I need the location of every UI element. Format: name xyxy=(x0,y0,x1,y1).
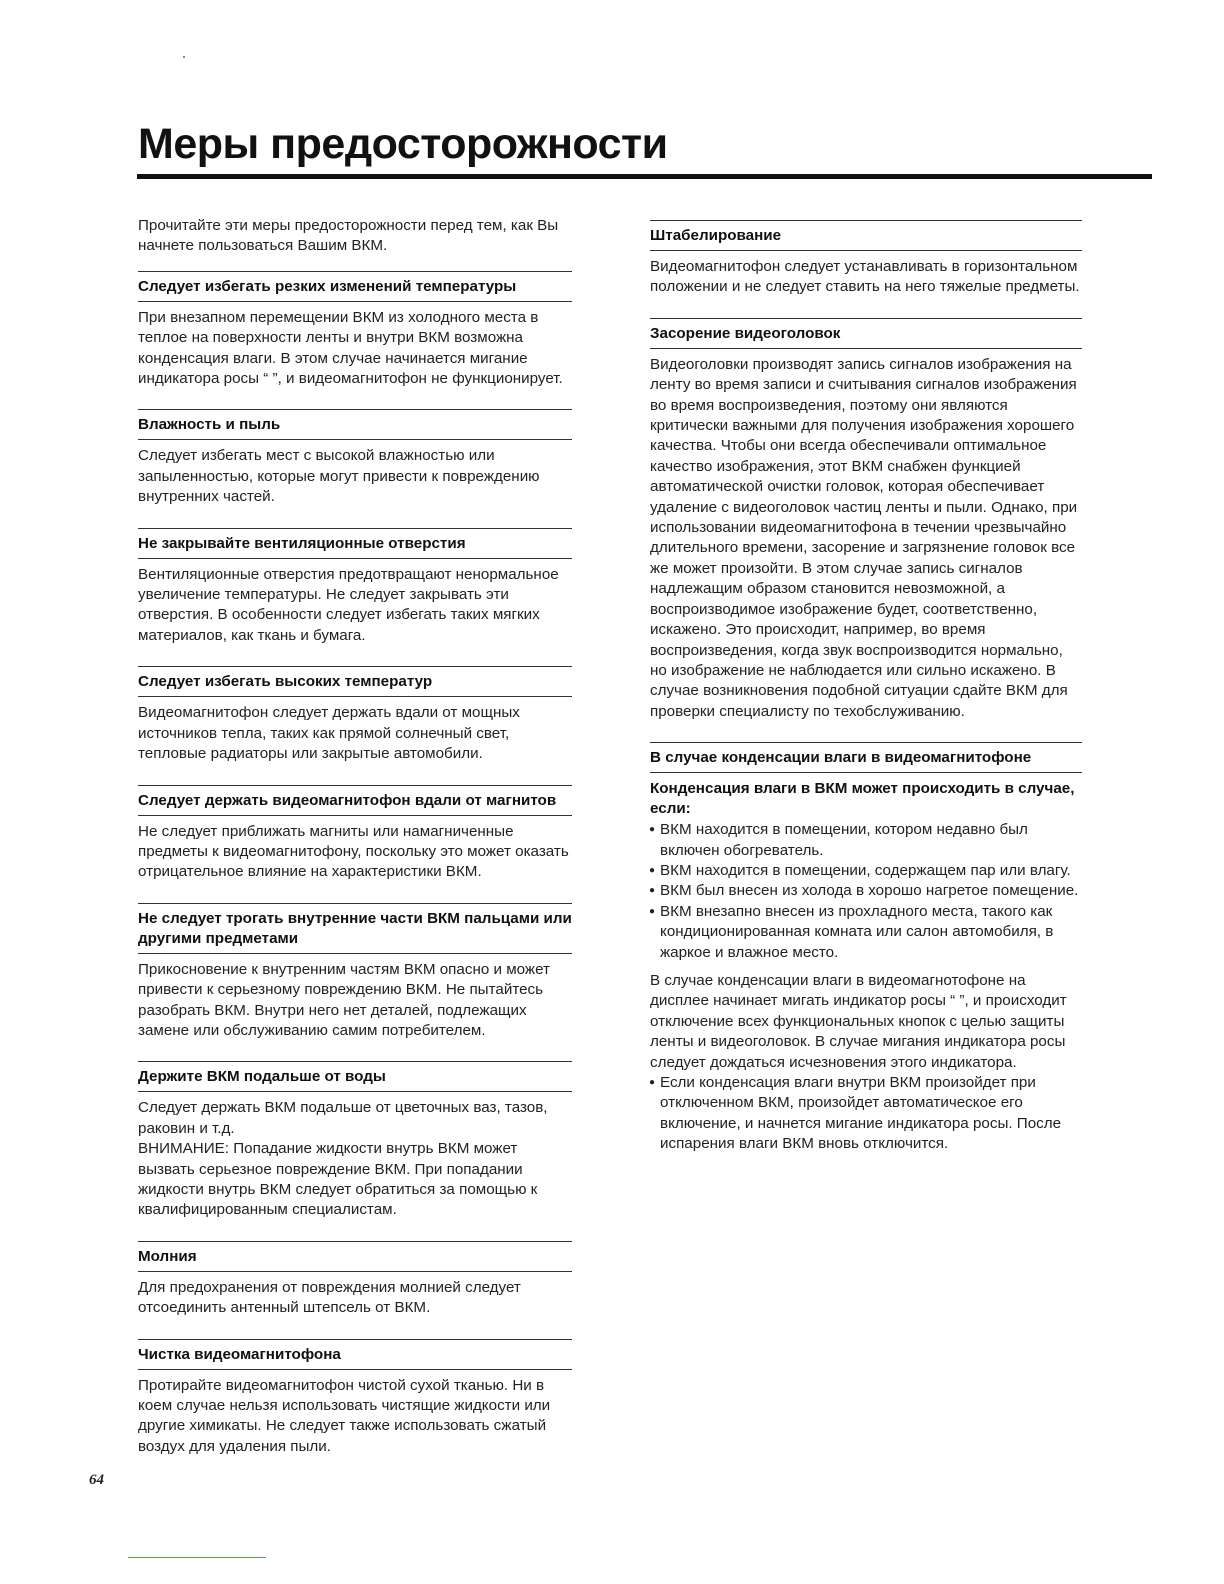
section-body: Следует избегать мест с высокой влажностью или запыленностью, которые могут привести к повреждению внутренних частей. xyxy=(138,447,540,506)
section-body: Протирайте видеомагнитофон чистой сухой тканью. Ни в коем случае нельзя использовать чистящие жидкости или другие химикаты. Не следует также использовать сжатый воздух для удаления пыли. xyxy=(138,1376,551,1455)
section-water xyxy=(138,1061,572,1220)
right-column xyxy=(650,220,1082,1175)
section-heading: Влажность и пыль xyxy=(138,409,572,440)
section-body: Вентиляционные отверстия предотвращают ненормальное увеличение температуры. Не следует закрывать эти отверстия. В особенности следует избегать таких мягких материалов, как ткань и бумага. xyxy=(138,565,559,644)
list-item: ● ВКМ находится в помещении, содержащем пар или влагу. xyxy=(650,861,1082,881)
section-body: Прикосновение к внутренним частям ВКМ опасно и может привести к серьезному повреждению ВКМ. Не пытайтесь разобрать ВКМ. Внутри него нет деталей, подлежащих замене или обслуживанию самим потребителем. xyxy=(138,960,550,1039)
section-body: При внезапном перемещении ВКМ из холодного места в теплое на поверхности ленты и внутри ВКМ возможна конденсация влаги. В этом случае начинается мигание индикатора росы “ ”, и видеомагнитофон не функционирует. xyxy=(138,308,563,388)
section-heading: Следует избегать высоких температур xyxy=(138,666,572,697)
section-lightning xyxy=(138,1241,572,1319)
page-title: Меры предосторожности xyxy=(138,120,668,168)
section-body: Для предохранения от повреждения молнией следует отсоединить антенный штепсель от ВКМ. xyxy=(138,1278,521,1317)
section-heading: Засорение видеоголовок xyxy=(650,318,1082,349)
section-body: Не следует приближать магниты или намагниченные предметы к видеомагнитофону, поскольку это может оказать отрицательное влияние на характеристики ВКМ. xyxy=(138,822,569,881)
section-heading: Чистка видеомагнитофона xyxy=(138,1339,572,1370)
section-heading: Не закрывайте вентиляционные отверстия xyxy=(138,528,572,559)
section-heading: Не следует трогать внутренние части ВКМ пальцами или другими предметами xyxy=(138,903,572,954)
section-heading: Следует держать видеомагнитофон вдали от магнитов xyxy=(138,785,572,816)
left-column xyxy=(138,216,572,1477)
section-body: Видеомагнитофон следует устанавливать в горизонтальном положении и не следует ставить на него тяжелые предметы. xyxy=(650,258,1080,296)
section-cleaning xyxy=(138,1339,572,1458)
scan-speck xyxy=(183,56,185,58)
list-item: ● ВКМ внезапно внесен из прохладного места, такого как кондиционированная комната или салон автомобиля, в жаркое и влажное место. xyxy=(650,902,1082,963)
section-condensation xyxy=(650,742,1082,1155)
section-heading: Держите ВКМ подальше от воды xyxy=(138,1061,572,1092)
section-heading: Штабелирование xyxy=(650,220,1082,251)
condensation-subheading: Конденсация влаги в ВКМ может происходить в случае, если: xyxy=(650,780,1075,818)
intro-text: Прочитайте эти меры предосторожности перед тем, как Вы начнете пользоваться Вашим ВКМ. xyxy=(138,217,559,255)
section-stacking xyxy=(650,220,1082,298)
section-ventilation xyxy=(138,528,572,647)
warning-text: ВНИМАНИЕ: Попадание жидкости внутрь ВКМ может вызвать серьезное повреждение ВКМ. При попадании жидкости внутрь ВКМ следует обратиться за помощью к квалифицированным специалистам. xyxy=(138,1140,538,1219)
section-heading: Следует избегать резких изменений температуры xyxy=(138,271,572,302)
condensation-list xyxy=(650,820,1082,963)
bottom-rule xyxy=(128,1557,266,1558)
title-rule xyxy=(137,174,1152,179)
section-body: Видеомагнитофон следует держать вдали от мощных источников тепла, таких как прямой солнечный свет, тепловые радиаторы или закрытые автомобили. xyxy=(138,704,520,763)
section-heading: Молния xyxy=(138,1241,572,1272)
section-humidity-dust xyxy=(138,409,572,507)
section-internal-parts xyxy=(138,903,572,1042)
list-item: ● Если конденсация влаги внутри ВКМ произойдет при отключенном ВКМ, произойдет автоматическое его включение, и начнется мигание индикатора росы. После испарения влаги ВКМ вновь отключится. xyxy=(650,1073,1082,1155)
section-head-clogging xyxy=(650,318,1082,722)
section-temperature-changes xyxy=(138,271,572,390)
section-body: Следует держать ВКМ подальше от цветочных ваз, тазов, раковин и т.д. xyxy=(138,1099,548,1137)
section-heading: В случае конденсации влаги в видеомагнитофоне xyxy=(650,742,1082,773)
list-item: ● ВКМ находится в помещении, котором недавно был включен обогреватель. xyxy=(650,820,1082,861)
section-high-temperatures xyxy=(138,666,572,764)
page-number: 64 xyxy=(89,1472,104,1488)
section-magnets xyxy=(138,785,572,883)
section-body: Видеоголовки производят запись сигналов изображения на ленту во время записи и считывания сигналов изображения во время воспроизведения, поэтому они являются критически важными для получения изображения хорошего качества. Чтобы они всегда обеспечивали оптимальное качество изображения, этот ВКМ снабжен функцией автоматической очистки головок, которая обеспечивает удаление с видеоголовок частиц ленты и пыли. Однако, при использовании видеомагнитофона в течении чрезвычайно длительного времени, засорение и загрязнение головок все же может произойти. В этом случае запись сигналов надлежащим образом становится невозможной, а воспроизводимое изображение будет, соответственно, искажено. Это происходит, например, во время воспроизведения, когда звук воспроизводится нормально, но изображение не наблюдается или сильно искажено. В случае возникновения подобной ситуации сдайте ВКМ для проверки специалисту по техобслуживанию. xyxy=(650,355,1078,720)
condensation-body: В случае конденсации влаги в видеомагнотофоне на дисплее начинает мигать индикатор росы “ ”, и происходит отключение всех функциональных кнопок с целью защиты ленты и видеоголовок. В случае мигания индикатора росы следует дождаться исчезновения этого индикатора. xyxy=(650,971,1067,1071)
list-item: ● ВКМ был внесен из холода в хорошо нагретое помещение. xyxy=(650,881,1082,901)
condensation-final-list xyxy=(650,1073,1082,1155)
